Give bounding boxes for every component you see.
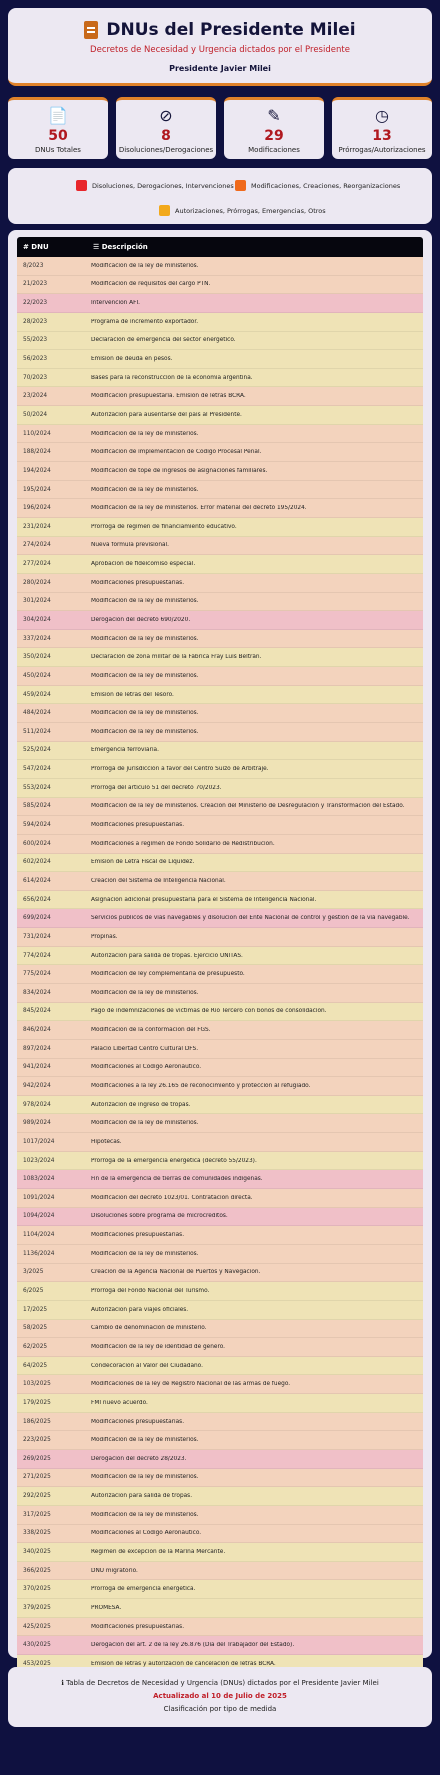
cell-dnu: 774/2024 — [23, 952, 51, 959]
cell-dnu: 62/2025 — [23, 1343, 48, 1350]
table-row — [17, 816, 423, 835]
cell-descripcion: Emisión de deuda en pesos. — [91, 356, 173, 363]
table-row — [17, 499, 423, 518]
cell-descripcion: Programa de incremento exportador. — [91, 318, 199, 325]
cell-descripcion: Modificaciones a la ley 26.165 de reconocimiento y protección al refugiado. — [91, 1083, 311, 1089]
table-row — [17, 1562, 423, 1581]
stat-card-prorrogas — [332, 97, 432, 159]
cell-dnu: 834/2024 — [23, 989, 51, 996]
table-row — [17, 1394, 423, 1413]
legend-label: Autorizaciones, Prórrogas, Emergencias, Otros — [175, 206, 326, 215]
table-row — [17, 1375, 423, 1394]
cell-descripcion: Modificación de la ley de ministerios. — [91, 598, 199, 605]
table-row — [17, 872, 423, 891]
page-title: DNUs del Presidente Milei — [106, 20, 356, 40]
cell-dnu: 103/2025 — [23, 1381, 51, 1388]
cell-dnu: 280/2024 — [23, 579, 51, 586]
cell-descripcion: Cambio de denominación de ministerio. — [91, 1325, 207, 1332]
legend-label: Disoluciones, Derogaciones, Intervenciones — [92, 181, 234, 190]
table-row — [17, 984, 423, 1003]
pencil-icon: ✎ — [267, 106, 281, 125]
table-row — [17, 1599, 423, 1618]
cell-dnu: 28/2023 — [23, 318, 48, 325]
cell-descripcion: FMI nuevo acuerdo. — [91, 1399, 148, 1406]
cell-descripcion: Modificaciones a régimen de Fondo Solidario de Redistribución. — [91, 840, 275, 847]
cell-descripcion: Modificaciones presupuestarias. — [91, 1418, 185, 1425]
cell-dnu: 6/2025 — [23, 1288, 44, 1295]
table-row — [17, 909, 423, 928]
cell-dnu: 271/2025 — [23, 1474, 51, 1481]
footer-description: ℹ Tabla de Decretos de Necesidad y Urgencia (DNUs) dictados por el Presidente Javier Milei — [61, 1679, 379, 1687]
table-row — [17, 1226, 423, 1245]
table-row — [17, 1320, 423, 1339]
column-header-dnu: # DNU — [23, 243, 49, 251]
table-row — [17, 1618, 423, 1637]
table-row — [17, 1096, 423, 1115]
stat-card-total — [8, 97, 108, 159]
stat-value: 8 — [161, 128, 171, 144]
cell-dnu: 897/2024 — [23, 1045, 51, 1052]
cell-descripcion: Modificación de la ley de ministerios. — [91, 430, 199, 437]
table-row — [17, 928, 423, 947]
cell-dnu: 459/2024 — [23, 691, 51, 698]
cell-descripcion: Servicios públicos de vías navegables y disolución del Ente Nacional de control y gestión de la vía navegable. — [91, 915, 410, 922]
table-row — [17, 667, 423, 686]
table-row — [17, 1003, 423, 1022]
cell-dnu: 656/2024 — [23, 896, 51, 903]
table-row — [17, 1077, 423, 1096]
cell-descripcion: PROMESA. — [91, 1604, 122, 1611]
cell-dnu: 450/2024 — [23, 672, 51, 679]
cell-dnu: 274/2024 — [23, 542, 51, 549]
cell-dnu: 484/2024 — [23, 710, 51, 717]
table-row — [17, 1208, 423, 1227]
cell-descripcion: Modificaciones al Código Aeronáutico. — [91, 1064, 202, 1071]
cell-dnu: 50/2024 — [23, 411, 48, 418]
table-row — [17, 593, 423, 612]
table-row — [17, 350, 423, 369]
legend-item-modificaciones — [235, 180, 400, 191]
cell-descripcion: Modificación de la ley de ministerios. Creación del Ministerio de Desregulación y Transformación del Estado. — [91, 803, 405, 810]
cell-dnu: 600/2024 — [23, 840, 51, 847]
cell-descripcion: Derogación del art. 2 de la ley 26.876 (Día del Trabajador del Estado). — [91, 1642, 295, 1649]
table-row — [17, 1021, 423, 1040]
cell-dnu: 602/2024 — [23, 859, 51, 866]
footer-updated: Actualizado al 10 de Julio de 2025 — [153, 1692, 287, 1700]
table-row — [17, 947, 423, 966]
cell-descripcion: Condecoración al Valor del Ciudadano. — [91, 1362, 203, 1369]
cell-descripcion: DNU migratorio. — [91, 1567, 138, 1574]
cell-descripcion: Modificación de la ley de ministerios. — [91, 262, 199, 269]
cell-dnu: 1091/2024 — [23, 1194, 55, 1201]
table-row — [17, 630, 423, 649]
cell-dnu: 340/2025 — [23, 1549, 51, 1556]
table-row — [17, 1487, 423, 1506]
cell-dnu: 70/2023 — [23, 374, 48, 381]
stat-value: 50 — [48, 128, 68, 144]
legend-item-disoluciones — [76, 180, 234, 191]
cell-descripcion: Derogación del decreto 690/2020. — [91, 616, 191, 623]
cell-dnu: 231/2024 — [23, 523, 51, 530]
table-row — [17, 1450, 423, 1469]
cell-dnu: 194/2024 — [23, 467, 51, 474]
cell-descripcion: Aprobación de fideicomiso especial. — [91, 561, 196, 568]
cell-dnu: 301/2024 — [23, 598, 51, 605]
cell-dnu: 269/2025 — [23, 1455, 51, 1462]
legend-label: Modificaciones, Creaciones, Reorganizaciones — [251, 181, 401, 190]
table-row — [17, 555, 423, 574]
cell-dnu: 699/2024 — [23, 915, 51, 922]
cell-descripcion: Modificación de la ley de ministerios. — [91, 1511, 199, 1518]
table-row — [17, 779, 423, 798]
cell-dnu: 64/2025 — [23, 1362, 48, 1369]
table-row — [17, 1338, 423, 1357]
clock-icon: ◷ — [375, 106, 389, 125]
cell-descripcion: Declaración de emergencia del sector energético. — [91, 337, 236, 344]
cell-descripcion: Modificaciones presupuestarias. — [91, 1623, 185, 1630]
cell-descripcion: Emisión de Letra Fiscal de Liquidez. — [91, 859, 195, 866]
cell-dnu: 17/2025 — [23, 1306, 48, 1313]
table-row — [17, 1170, 423, 1189]
table-row — [17, 369, 423, 388]
cell-dnu: 22/2023 — [23, 300, 48, 307]
cell-descripcion: Régimen de excepción de la Marina Mercante. — [91, 1549, 226, 1556]
cell-dnu: 430/2025 — [23, 1642, 51, 1649]
table-row — [17, 387, 423, 406]
table-row — [17, 891, 423, 910]
title-row — [8, 20, 432, 40]
cell-dnu: 186/2025 — [23, 1418, 51, 1425]
cell-dnu: 3/2025 — [23, 1269, 44, 1276]
cell-descripcion: Modificación de la conformación del FGS. — [91, 1027, 211, 1034]
cell-descripcion: Palacio Libertad Centro Cultural DFS. — [91, 1045, 199, 1052]
stat-card-disoluciones — [116, 97, 216, 159]
table-row — [17, 760, 423, 779]
cell-dnu: 58/2025 — [23, 1325, 48, 1332]
cell-descripcion: Modificación de la ley de ministerios. — [91, 1474, 199, 1481]
cell-dnu: 195/2024 — [23, 486, 51, 493]
table-row — [17, 1040, 423, 1059]
cell-dnu: 941/2024 — [23, 1064, 51, 1071]
table-row — [17, 1431, 423, 1450]
table-row — [17, 723, 423, 742]
table-row — [17, 481, 423, 500]
cell-dnu: 179/2025 — [23, 1399, 51, 1406]
cell-dnu: 188/2024 — [23, 449, 51, 456]
table-row — [17, 1264, 423, 1283]
cell-descripcion: Modificación de la ley de identidad de género. — [91, 1343, 226, 1350]
cell-dnu: 110/2024 — [23, 430, 51, 437]
cell-descripcion: Emisión de letras y autorización de cancelación de letras BCRA. — [91, 1660, 276, 1667]
cell-dnu: 846/2024 — [23, 1027, 51, 1034]
cell-descripcion: Creación del Sistema de Inteligencia Nacional. — [91, 877, 226, 884]
cell-descripcion: Intervención AFI. — [91, 300, 140, 307]
cell-descripcion: Modificaciones presupuestarias. — [91, 1232, 185, 1239]
cell-descripcion: Autorización para salida de tropas. Ejercicio UNITAS. — [91, 952, 243, 959]
cell-dnu: 277/2024 — [23, 561, 51, 568]
cell-descripcion: Modificación de la ley de ministerios. — [91, 635, 199, 642]
table-row — [17, 518, 423, 537]
table-row — [17, 462, 423, 481]
table-row — [17, 611, 423, 630]
cell-descripcion: Derogación del decreto 28/2023. — [91, 1455, 187, 1462]
cell-dnu: 547/2024 — [23, 766, 51, 773]
cell-descripcion: Autorización para ausentarse del país al Presidente. — [91, 411, 242, 418]
table-row — [17, 965, 423, 984]
cell-dnu: 1094/2024 — [23, 1213, 55, 1220]
table-row — [17, 835, 423, 854]
table-row — [17, 1152, 423, 1171]
table-row — [17, 1525, 423, 1544]
cell-dnu: 370/2025 — [23, 1586, 51, 1593]
stat-label: Prórrogas/Autorizaciones — [338, 146, 426, 154]
table-row — [17, 443, 423, 462]
table-row — [17, 648, 423, 667]
cell-descripcion: Prórroga de jurisdicción a favor del Centro Suizo de Arbitraje. — [91, 766, 269, 773]
stat-card-modificaciones — [224, 97, 324, 159]
cell-dnu: 1083/2024 — [23, 1176, 55, 1183]
cell-dnu: 21/2023 — [23, 281, 48, 288]
cell-descripcion: Modificaciones presupuestarias. — [91, 822, 185, 829]
cell-dnu: 511/2024 — [23, 728, 51, 735]
table-row — [17, 1282, 423, 1301]
cell-descripcion: Pago de indemnizaciones de víctimas de Río Tercero con bonos de consolidación. — [91, 1008, 327, 1015]
cell-descripcion: Prórroga de la emergencia energética (decreto 55/2023). — [91, 1157, 257, 1164]
cell-descripcion: Modificación de tope de ingresos de asignaciones familiares. — [91, 467, 268, 474]
stat-label: DNUs Totales — [35, 146, 81, 154]
cell-dnu: 317/2025 — [23, 1511, 51, 1518]
legend-swatch — [235, 180, 246, 191]
column-header-descripcion: ☰ Descripción — [93, 243, 148, 251]
cell-descripcion: Prórroga del artículo 51 del decreto 70/2023. — [91, 784, 222, 791]
cell-descripcion: Hipotecas. — [91, 1138, 122, 1145]
header-card — [8, 8, 432, 86]
cell-dnu: 453/2025 — [23, 1660, 51, 1667]
cell-dnu: 350/2024 — [23, 654, 51, 661]
stat-value: 29 — [264, 128, 284, 144]
table-row — [17, 1301, 423, 1320]
stat-value: 13 — [372, 128, 392, 144]
table-body — [17, 257, 423, 1674]
cell-descripcion: Fin de la emergencia de tierras de comunidades indígenas. — [91, 1176, 263, 1183]
table-row — [17, 574, 423, 593]
cell-descripcion: Asignación adicional presupuestaria para el Sistema de Inteligencia Nacional. — [91, 896, 317, 903]
file-icon — [84, 21, 98, 39]
cell-dnu: 978/2024 — [23, 1101, 51, 1108]
table-row — [17, 1506, 423, 1525]
cell-descripcion: Autorización para salida de tropas. — [91, 1493, 193, 1500]
table-row — [17, 798, 423, 817]
table-row — [17, 742, 423, 761]
cell-dnu: 304/2024 — [23, 616, 51, 623]
cell-dnu: 525/2024 — [23, 747, 51, 754]
cell-descripcion: Modificación de la ley de ministerios. Error material del decreto 195/2024. — [91, 505, 307, 512]
table-row — [17, 1133, 423, 1152]
cell-descripcion: Modificaciones presupuestarias. — [91, 579, 185, 586]
cell-descripcion: Autorización de ingreso de tropas. — [91, 1101, 191, 1108]
footer-card — [8, 1667, 432, 1727]
cell-descripcion: Modificación de la ley de ministerios. — [91, 1250, 199, 1257]
legend-card — [8, 168, 432, 224]
table-row — [17, 854, 423, 873]
cell-descripcion: Modificaciones de la ley de Registro Nacional de las armas de fuego. — [91, 1381, 291, 1388]
table-row — [17, 425, 423, 444]
table-row — [17, 1114, 423, 1133]
cell-dnu: 338/2025 — [23, 1530, 51, 1537]
table-row — [17, 1059, 423, 1078]
cell-descripcion: Modificación de la ley de ministerios. — [91, 1120, 199, 1127]
cell-descripcion: Modificaciones al Código Aeronáutico. — [91, 1530, 202, 1537]
cell-dnu: 425/2025 — [23, 1623, 51, 1630]
cell-dnu: 614/2024 — [23, 877, 51, 884]
table-row — [17, 294, 423, 313]
cell-descripcion: Prórroga del Fondo Nacional del Turismo. — [91, 1288, 210, 1295]
cell-dnu: 292/2025 — [23, 1493, 51, 1500]
table-row — [17, 276, 423, 295]
page-subtitle: Decretos de Necesidad y Urgencia dictados por el Presidente — [90, 45, 350, 55]
cell-dnu: 845/2024 — [23, 1008, 51, 1015]
table-card — [8, 230, 432, 1667]
cell-descripcion: Creación de la Agencia Nacional de Puertos y Navegación. — [91, 1269, 261, 1276]
cell-dnu: 1136/2024 — [23, 1250, 55, 1257]
table-row — [17, 1357, 423, 1376]
legend-swatch — [76, 180, 87, 191]
cell-dnu: 55/2023 — [23, 337, 48, 344]
cell-descripcion: Emergencia ferroviaria. — [91, 747, 159, 754]
legend-item-autorizaciones — [159, 205, 326, 216]
ban-icon: ⊘ — [159, 106, 173, 125]
cell-dnu: 1017/2024 — [23, 1138, 55, 1145]
cell-descripcion: Modificación presupuestaria. Emisión de letras BCRA. — [91, 393, 246, 400]
table-row — [17, 257, 423, 276]
table-row — [17, 686, 423, 705]
cell-dnu: 23/2024 — [23, 393, 48, 400]
footer-classification: Clasificación por tipo de medida — [163, 1705, 277, 1713]
cell-descripcion: Declaración de zona militar de la Fábrica Fray Luis Beltrán. — [91, 654, 262, 661]
cell-descripcion: Modificación de la ley de ministerios. — [91, 672, 199, 679]
cell-descripcion: Modificación del decreto 1023/01. Contratación directa. — [91, 1194, 253, 1201]
cell-dnu: 223/2025 — [23, 1437, 51, 1444]
cell-dnu: 989/2024 — [23, 1120, 51, 1127]
stat-label: Disoluciones/Derogaciones — [118, 146, 214, 154]
stat-label: Modificaciones — [248, 146, 300, 154]
cell-descripcion: Bases para la reconstrucción de la economía argentina. — [91, 374, 253, 381]
table-row — [17, 406, 423, 425]
cell-descripcion: Modificación de implementación de Código Procesal Penal. — [91, 449, 262, 456]
table-row — [17, 1469, 423, 1488]
cell-descripcion: Modificación de la ley de ministerios. — [91, 1437, 199, 1444]
cell-dnu: 775/2024 — [23, 971, 51, 978]
table-row — [17, 332, 423, 351]
cell-descripcion: Propinas. — [91, 933, 118, 940]
president-name: Presidente Javier Milei — [169, 64, 271, 73]
table-row — [17, 537, 423, 556]
cell-descripcion: Modificación de requisitos del cargo PTN. — [91, 281, 211, 288]
table-header — [17, 237, 423, 257]
table-row — [17, 1189, 423, 1208]
cell-descripcion: Modificación de la ley de ministerios. — [91, 989, 199, 996]
cell-descripcion: Autorización para viajes oficiales. — [91, 1306, 189, 1313]
cell-dnu: 585/2024 — [23, 803, 51, 810]
cell-dnu: 56/2023 — [23, 356, 48, 363]
cell-dnu: 553/2024 — [23, 784, 51, 791]
cell-dnu: 196/2024 — [23, 505, 51, 512]
cell-dnu: 379/2025 — [23, 1604, 51, 1611]
cell-dnu: 8/2023 — [23, 262, 44, 269]
cell-descripcion: Modificación de la ley de ministerios. — [91, 710, 199, 717]
cell-descripcion: Modificación de la ley de ministerios. — [91, 486, 199, 493]
document-icon: 📄 — [48, 106, 68, 125]
table-row — [17, 1245, 423, 1264]
table-row — [17, 313, 423, 332]
table-row — [17, 704, 423, 723]
cell-descripcion: Nueva fórmula previsional. — [91, 542, 169, 549]
cell-descripcion: Modificación de la ley de ministerios. — [91, 728, 199, 735]
table-row — [17, 1636, 423, 1655]
table-row — [17, 1413, 423, 1432]
cell-dnu: 1023/2024 — [23, 1157, 55, 1164]
cell-descripcion: Disoluciones sobre programa de microcréditos. — [91, 1213, 228, 1220]
table-row — [17, 1580, 423, 1599]
cell-dnu: 337/2024 — [23, 635, 51, 642]
cell-descripcion: Prórroga de régimen de financiamiento educativo. — [91, 523, 237, 530]
cell-descripcion: Prórroga de emergencia energética. — [91, 1586, 196, 1593]
cell-dnu: 942/2024 — [23, 1083, 51, 1089]
cell-descripcion: Emisión de letras del Tesoro. — [91, 691, 174, 698]
cell-dnu: 594/2024 — [23, 822, 51, 829]
cell-dnu: 366/2025 — [23, 1567, 51, 1574]
cell-descripcion: Modificación de ley complementaria de presupuesto. — [91, 971, 245, 978]
legend-swatch — [159, 205, 170, 216]
cell-dnu: 731/2024 — [23, 933, 51, 940]
cell-dnu: 1104/2024 — [23, 1232, 55, 1239]
table-row — [17, 1543, 423, 1562]
